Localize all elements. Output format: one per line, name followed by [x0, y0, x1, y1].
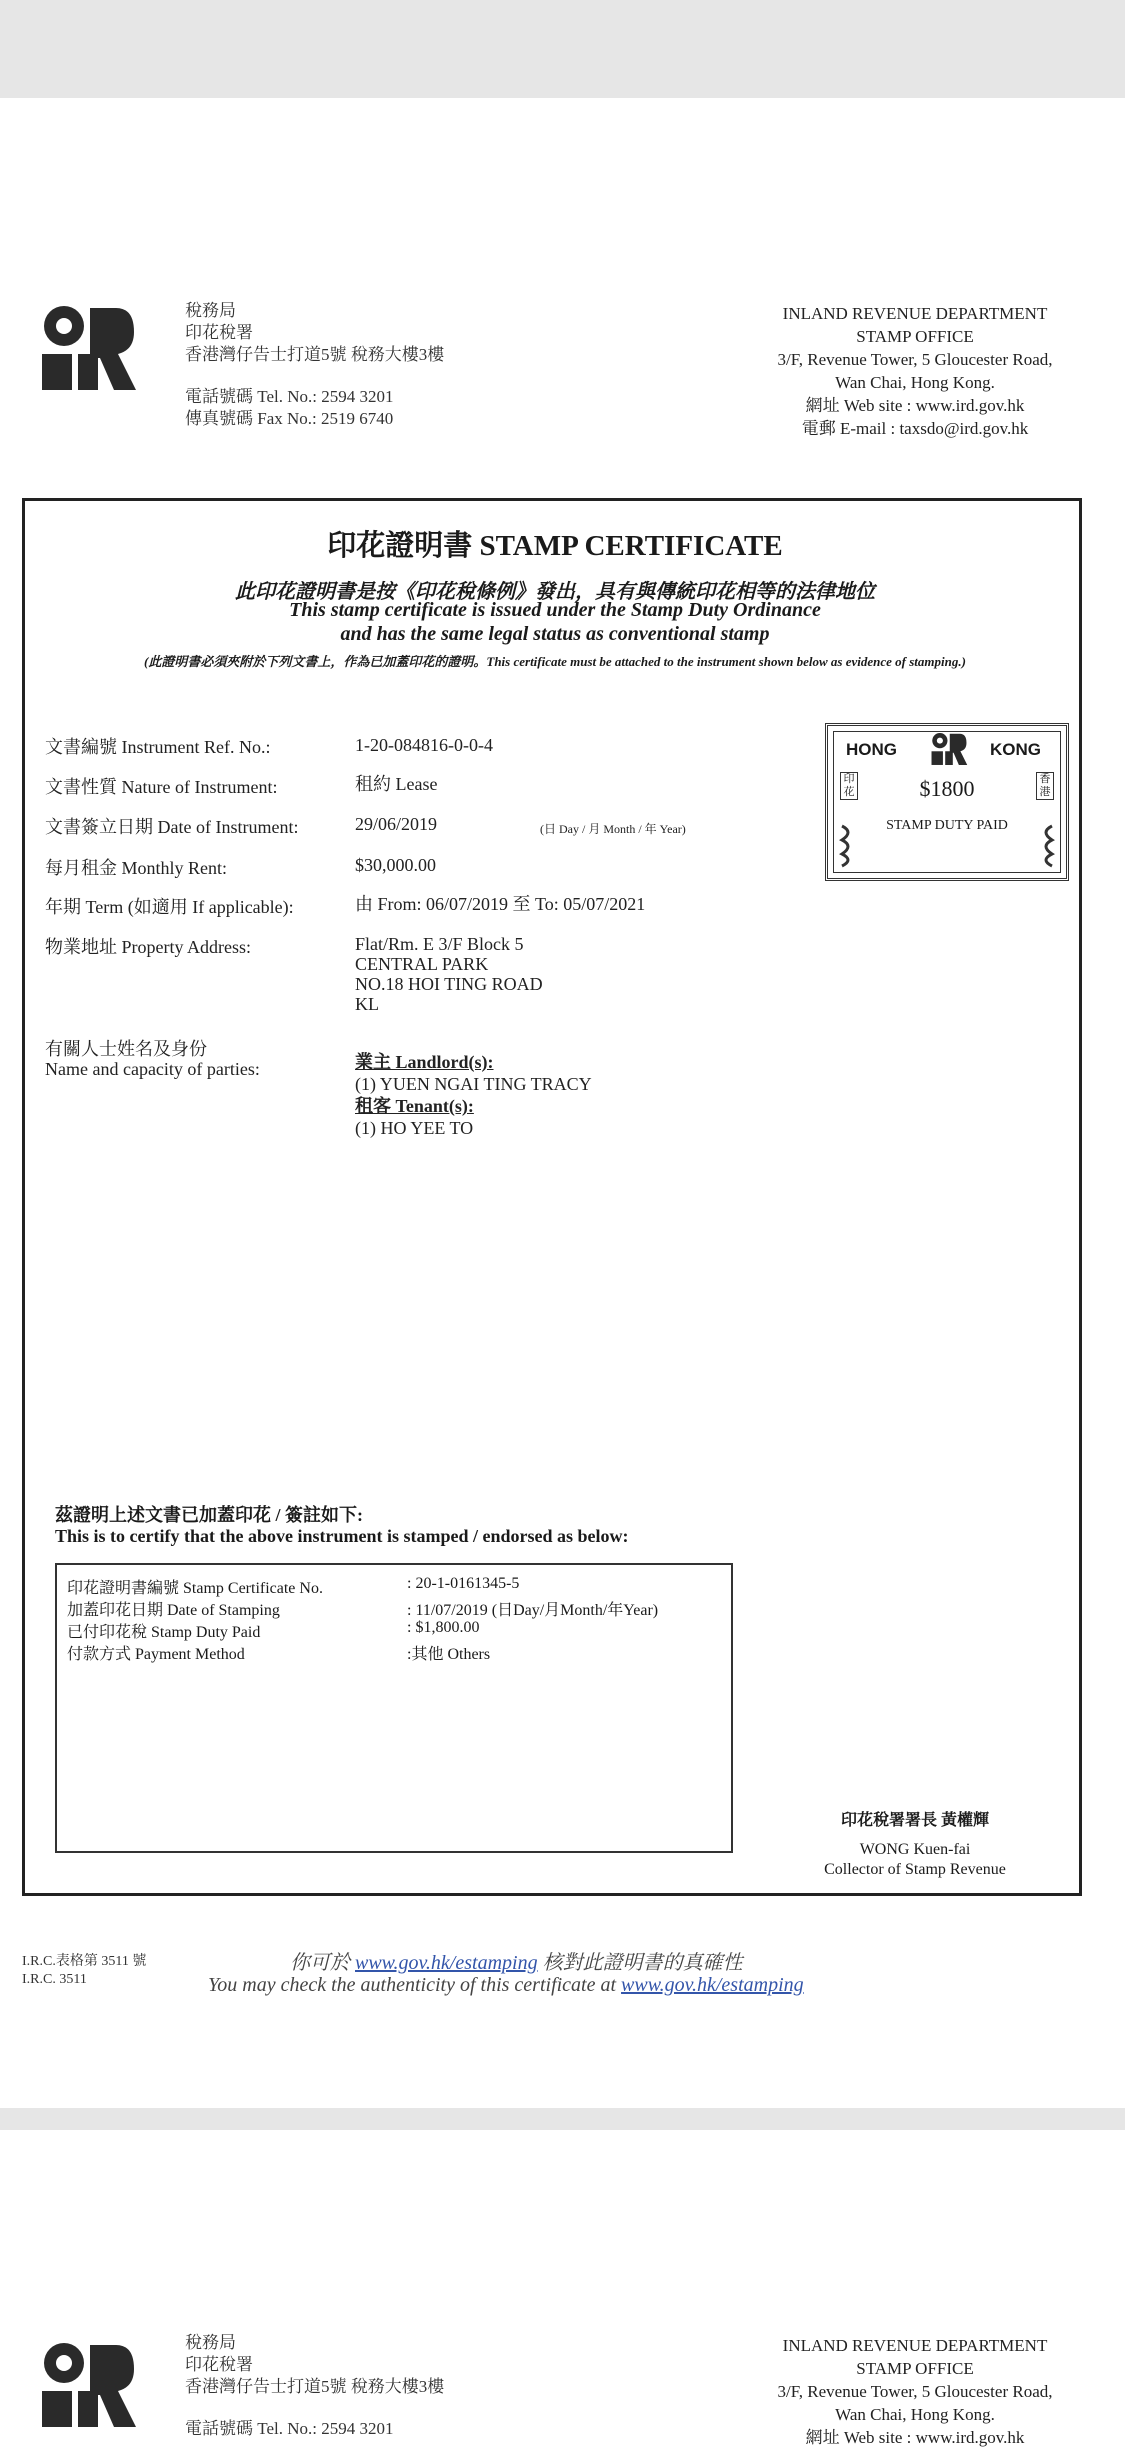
certificate-subtitle-cn: 此印花證明書是按《印花稅條例》發出，具有與傳統印花相等的法律地位 — [235, 581, 875, 603]
stamping-label: 印花證明書編號 Stamp Certificate No. — [67, 1580, 323, 1597]
stamping-value: : $1,800.00 — [407, 1619, 480, 1636]
property-address — [355, 934, 543, 1014]
stamping-value: : 20-1-0161345-5 — [407, 1575, 520, 1592]
stamp-caption: STAMP DUTY PAID — [886, 818, 1008, 833]
stamping-label: 加蓋印花日期 Date of Stamping — [67, 1602, 280, 1619]
header-address: Wan Chai, Hong Kong. — [835, 2405, 995, 2424]
header-email: 電郵 E-mail : taxsdo@ird.gov.hk — [801, 419, 1029, 438]
stamp-right-seal: 香港 — [1036, 772, 1054, 800]
header-dept: INLAND REVENUE DEPARTMENT — [782, 304, 1048, 323]
field-label: 每月租金 Monthly Rent: — [45, 858, 228, 878]
authenticity-cn-post: 核對此證明書的真確性 — [542, 1952, 743, 1974]
signatory-title: Collector of Stamp Revenue — [824, 1861, 1006, 1878]
header-office: STAMP OFFICE — [856, 327, 974, 346]
stamping-details-box — [55, 1563, 733, 1853]
signatory-cn: 印花稅署署長 黃權輝 — [840, 1812, 989, 1829]
header-cn-line: 香港灣仔告士打道5號 稅務大樓3樓 — [185, 2377, 445, 2396]
authenticity-cn-pre: 你可於 — [290, 1952, 350, 1974]
certificate-note: (此證明書必須夾附於下列文書上，作為已加蓋印花的證明。This certificate must be attached to the instrument shown below as evidence of stamping.) — [144, 654, 966, 669]
field-label: 文書編號 Instrument Ref. No.: — [45, 737, 271, 757]
certify-cn: 茲證明上述文書已加蓋印花 / 簽註如下: — [55, 1505, 363, 1525]
header-website: 網址 Web site : www.ird.gov.hk — [805, 2428, 1025, 2447]
field-label: 文書簽立日期 Date of Instrument: — [45, 817, 299, 837]
header-dept: INLAND REVENUE DEPARTMENT — [782, 2336, 1048, 2355]
header-fax: 傳真號碼 Fax No.: 2519 6740 — [185, 409, 394, 428]
header-cn-line: 稅務局 — [185, 301, 236, 320]
field-value: 由 From: 06/07/2019 至 To: 05/07/2021 — [355, 894, 646, 914]
document-page — [0, 98, 1125, 2108]
address-line: KL — [355, 994, 379, 1014]
header-right — [740, 302, 1090, 440]
tenant-label: 租客 Tenant(s): — [355, 1096, 474, 1116]
parties-list — [355, 1051, 592, 1139]
header-website: 網址 Web site : www.ird.gov.hk — [805, 396, 1025, 415]
certificate-subtitle-en: and has the same legal status as conventional stamp — [340, 623, 770, 645]
parties-label-en: Name and capacity of parties: — [45, 1059, 260, 1079]
address-line: Flat/Rm. E 3/F Block 5 — [355, 934, 524, 954]
field-label: 年期 Term (如適用 If applicable): — [45, 897, 294, 917]
tenant-name: (1) HO YEE TO — [355, 1118, 474, 1138]
landlord-name: (1) YUEN NGAI TING TRACY — [355, 1074, 592, 1094]
ird-logo — [38, 2335, 138, 2435]
field-value: 29/06/2019 — [355, 814, 438, 834]
header-address: 3/F, Revenue Tower, 5 Gloucester Road, — [777, 2382, 1053, 2401]
parties-label-cn: 有關人士姓名及身份 — [45, 1039, 207, 1059]
address-line: NO.18 HOI TING ROAD — [355, 974, 543, 994]
stamp-hong: HONG — [846, 740, 897, 759]
authenticity-cn — [290, 1946, 743, 1975]
stamping-label: 付款方式 Payment Method — [67, 1646, 245, 1663]
stamp-duty-seal — [825, 723, 1069, 881]
certificate-title: 印花證明書 STAMP CERTIFICATE — [327, 530, 783, 562]
header-office: STAMP OFFICE — [856, 2359, 974, 2378]
header-address: 3/F, Revenue Tower, 5 Gloucester Road, — [777, 350, 1053, 369]
certificate-box — [22, 498, 1082, 1896]
certificate-subtitle-en: This stamp certificate is issued under the Stamp Duty Ordinance — [289, 599, 821, 621]
field-label: 文書性質 Nature of Instrument: — [45, 777, 278, 797]
ird-logo — [929, 730, 969, 768]
parties-label — [45, 1039, 260, 1079]
header-cn-line: 印花稅署 — [185, 323, 253, 342]
estamping-link[interactable]: www.gov.hk/estamping — [621, 1974, 804, 1996]
authenticity-en-text: You may check the authenticity of this certificate at — [208, 1974, 617, 1996]
document-page — [0, 2130, 1125, 2450]
header-cn-line: 印花稅署 — [185, 2355, 253, 2374]
date-format-hint: (日 Day / 月 Month / 年 Year) — [540, 822, 686, 836]
landlord-label: 業主 Landlord(s): — [355, 1052, 494, 1072]
estamping-link[interactable]: www.gov.hk/estamping — [355, 1952, 538, 1974]
form-number-cn: I.R.C.表格第 3511 號 — [22, 1954, 147, 1969]
stamp-ornament-icon — [1036, 822, 1056, 868]
field-value: $30,000.00 — [355, 855, 436, 875]
stamp-kong: KONG — [990, 740, 1041, 759]
header-cn-line: 稅務局 — [185, 2333, 236, 2352]
authenticity-en — [208, 1974, 804, 1997]
header-tel: 電話號碼 Tel. No.: 2594 3201 — [185, 387, 394, 406]
signatory-name: WONG Kuen-fai — [859, 1841, 971, 1858]
form-number-en: I.R.C. 3511 — [22, 1972, 87, 1987]
header-cn-line: 香港灣仔告士打道5號 稅務大樓3樓 — [185, 345, 445, 364]
stamping-label: 已付印花稅 Stamp Duty Paid — [67, 1624, 261, 1641]
header-right — [740, 2334, 1090, 2449]
header-left — [185, 300, 444, 430]
header-left — [185, 2332, 444, 2440]
stamp-left-seal: 印花 — [840, 772, 858, 800]
address-line: CENTRAL PARK — [355, 954, 489, 974]
field-value: 1-20-084816-0-0-4 — [355, 735, 493, 755]
header-tel: 電話號碼 Tel. No.: 2594 3201 — [185, 2419, 394, 2438]
ird-logo — [38, 298, 138, 398]
stamp-amount: $1800 — [919, 776, 975, 801]
stamp-ornament-icon — [838, 822, 858, 868]
stamping-value: : 11/07/2019 (日Day/月Month/年Year) — [407, 1602, 659, 1619]
field-value: 租約 Lease — [355, 774, 438, 794]
field-label: 物業地址 Property Address: — [45, 937, 251, 957]
certify-en: This is to certify that the above instrument is stamped / endorsed as below: — [55, 1526, 629, 1546]
header-address: Wan Chai, Hong Kong. — [835, 373, 995, 392]
stamping-value: :其他 Others — [407, 1646, 491, 1663]
